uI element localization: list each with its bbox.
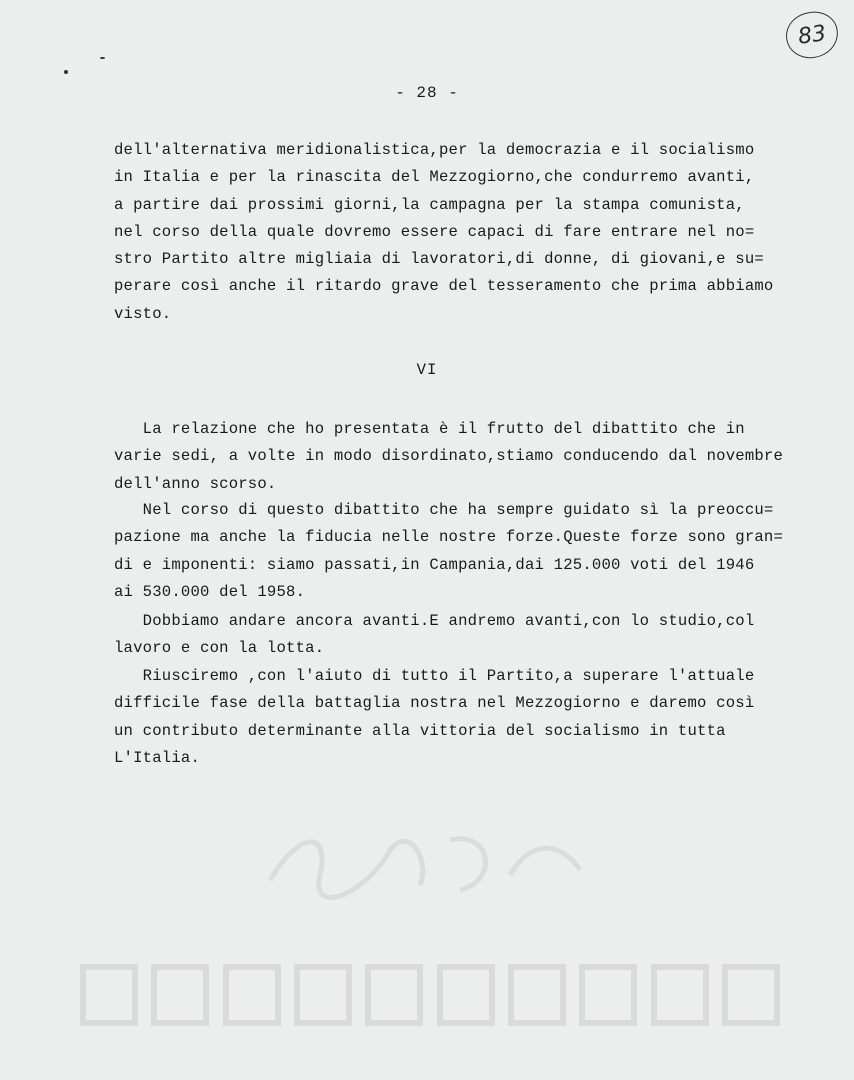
paragraph-1 — [114, 137, 814, 328]
text-line: in Italia e per la rinascita del Mezzogiorno,che condurremo avanti, — [114, 168, 755, 187]
archive-number: 83 — [796, 20, 828, 50]
text-line: varie sedi, a volte in modo disordinato,stiamo conducendo dal novembre — [114, 447, 784, 466]
text-line: ai 530.000 del 1958. — [114, 582, 306, 601]
text-line: a partire dai prossimi giorni,la campagna per la stampa comunista, — [114, 195, 745, 214]
bleed-through-signature — [260, 820, 590, 900]
text-line: di e imponenti: siamo passati,in Campania,dai 125.000 voti del 1946 — [114, 555, 755, 574]
page-number: - 28 - — [395, 84, 459, 102]
text-line: Riusciremo ,con l'aiuto di tutto il Partito,a superare l'attuale — [114, 667, 755, 685]
text-line: L'Italia. — [114, 748, 201, 767]
text-line: pazione ma anche la fiducia nelle nostre forze.Queste forze sono gran= — [114, 528, 784, 547]
text-line: Nel corso di questo dibattito che ha sempre guidato sì la preoccu= — [114, 501, 774, 519]
paragraph-3 — [114, 497, 814, 606]
text-line: perare così anche il ritardo grave del tesseramento che prima abbiamo — [114, 277, 774, 296]
text-line: dell'anno scorso. — [114, 474, 277, 493]
text-line: visto. — [114, 304, 172, 323]
text-line: Dobbiamo andare ancora avanti.E andremo avanti,con lo studio,col — [114, 612, 755, 630]
paragraph-2 — [114, 416, 814, 498]
section-heading: VI — [416, 361, 438, 379]
archive-number-stamp — [783, 9, 841, 62]
bleed-through-stamp — [80, 960, 780, 1030]
text-line: difficile fase della battaglia nostra nel Mezzogiorno e daremo così — [114, 694, 755, 713]
text-line: lavoro e con la lotta. — [114, 639, 325, 658]
text-line: un contributo determinante alla vittoria del socialismo in tutta — [114, 721, 726, 740]
text-line: nel corso della quale dovremo essere capaci di fare entrare nel no= — [114, 222, 755, 241]
text-line: stro Partito altre migliaia di lavoratori,di donne, di giovani,e su= — [114, 250, 764, 269]
text-line: La relazione che ho presentata è il frutto del dibattito che in — [114, 420, 745, 438]
paragraph-5 — [114, 663, 814, 772]
ink-speck — [64, 70, 68, 74]
paragraph-4 — [114, 608, 814, 663]
text-line: dell'alternativa meridionalistica,per la democrazia e il socialismo — [114, 141, 755, 159]
ink-speck — [100, 57, 105, 59]
